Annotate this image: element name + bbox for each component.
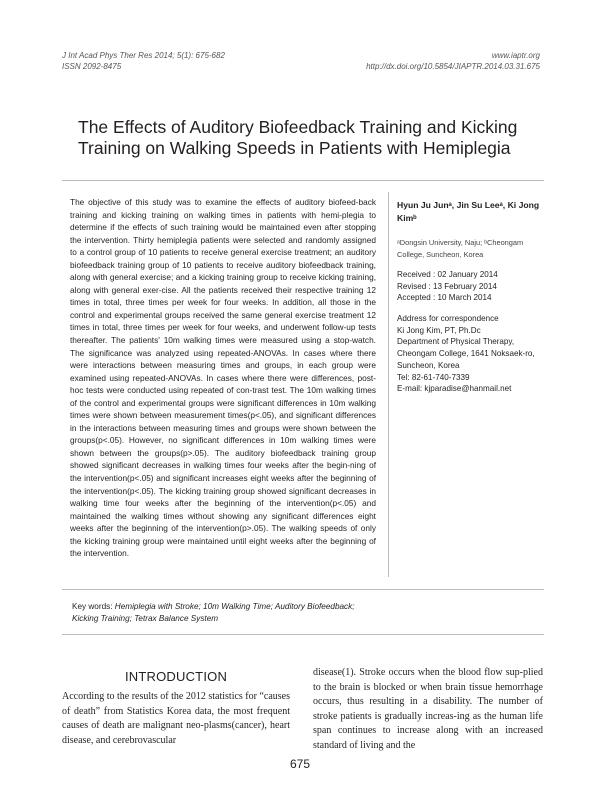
received-date: Received : 02 January 2014 xyxy=(397,270,498,279)
correspondence xyxy=(397,313,547,395)
website-link[interactable]: www.iaptr.org xyxy=(491,51,540,60)
doi-link[interactable]: http://dx.doi.org/10.5854/JIAPTR.2014.03.31.675 xyxy=(366,62,540,71)
authors: Hyun Ju Junᵃ, Jin Su Leeᵃ, Ki Jong Kimᵇ xyxy=(397,200,540,223)
journal-header xyxy=(62,50,225,72)
divider-keywords-top xyxy=(62,589,544,590)
keywords xyxy=(72,601,382,626)
correspondence-name: Ki Jong Kim, PT, Ph.Dc xyxy=(397,325,481,335)
correspondence-dept: Department of Physical Therapy, xyxy=(397,337,515,347)
introduction-heading: INTRODUCTION xyxy=(124,669,228,684)
correspondence-address: Cheongam College, 1641 Noksaek-ro, xyxy=(397,349,535,359)
intro-left-column: According to the results of the 2012 statistics for “causes of death” from Statistics Korea data, the most frequent causes of death are malignant neo-plasms(cancer), heart disease, and cerebrovascular xyxy=(62,691,290,746)
abstract: The objective of this study was to examine the effects of auditory biofeed-back training and kicking training on walking times in patients with hemi-plegia to determine if the effects of such training would be maintained even after stopping the intervention. Thirty hemiplegia patients were selected and randomly assigned to a control group of 10 patients to receive general exercise treatment; an auditory biofeedback training group of 10 patients to receive auditory biofeedback training, along with general exercise; and a kicking training group to receive kicking training, along with general exer-cise. All the patients received their respective training 12 times in total, three times per week for four weeks. In addition, all those in the control and experimental groups received the same general exercise treatment 12 times in total, three times per week for four weeks, and underwent follow-up tests thereafter. The patients' 10m walking times were measured using a stop-watch. The significance was analyzed using repeated-ANOVAs. In cases where there were interactions between measuring times and groups, in each group were examined using repeated-ANOVAs. In cases where there were differences, post-hoc tests were conducted using repeated of con-trast test. The 10m walking times of the control and experimental groups were significant differences in 10m walking times were shown between measurement times(p<.05), and significant differences in the interactions between measuring times and groups were shown between the groups(p<.05). However, no significant differences in 10m walking times were shown between the groups(p>.05). The auditory biofeedback training group showed significant decreases in walking times four weeks after the begin-ning of the intervention(p<.05) and significant increases eight weeks after the beginning of the intervention(p<.05). The kicking training group showed significant decreases in walking time four weeks after the beginning of the intervention(p<.05) and maintained the walking times without showing any significant differences eight weeks after the beginning of the intervention(p>.05). The walking speeds of only the kicking training group were maintained until eight weeks after the beginning of the intervention. xyxy=(70,197,376,559)
intro-right-column: disease(1). Stroke occurs when the blood flow sup-plied to the brain is blocked or when brain tissue hemorrhage occurs, thus resulting in a disability. The number of stroke patients is gradually increas-ing as the human life span continues to increase along with an increased standard of living and the xyxy=(313,667,543,751)
keywords-text: Hemiplegia with Stroke; 10m Walking Time; Auditory Biofeedback; Kicking Training; Tetrax Balance System xyxy=(72,602,355,624)
revised-date: Revised : 13 February 2014 xyxy=(397,281,497,291)
correspondence-city: Suncheon, Korea xyxy=(397,360,460,370)
page-number: 675 xyxy=(289,757,311,771)
journal-links xyxy=(366,50,540,72)
correspondence-heading: Address for correspondence xyxy=(397,314,499,323)
title-line-1: The Effects of Auditory Biofeedback Training and Kicking xyxy=(78,117,518,137)
accepted-date: Accepted : 10 March 2014 xyxy=(397,293,492,303)
divider-top xyxy=(62,180,544,181)
correspondence-email[interactable]: E-mail: kjparadise@hanmail.net xyxy=(397,384,512,394)
article-title xyxy=(78,117,548,159)
issn: ISSN 2092-8475 xyxy=(62,62,122,71)
keywords-label: Key words: xyxy=(72,602,113,611)
journal-citation: J Int Acad Phys Ther Res 2014; 5(1): 675-682 xyxy=(62,51,225,60)
divider-keywords-bottom xyxy=(62,634,544,635)
column-divider xyxy=(388,192,389,577)
correspondence-tel: Tel: 82-61-740-7339 xyxy=(397,372,470,382)
article-dates xyxy=(397,269,547,304)
title-line-2: Training on Walking Speeds in Patients with Hemiplegia xyxy=(78,138,511,158)
affiliation: ᵃDongsin University, Naju; ᵇCheongam College, Suncheon, Korea xyxy=(397,238,524,259)
